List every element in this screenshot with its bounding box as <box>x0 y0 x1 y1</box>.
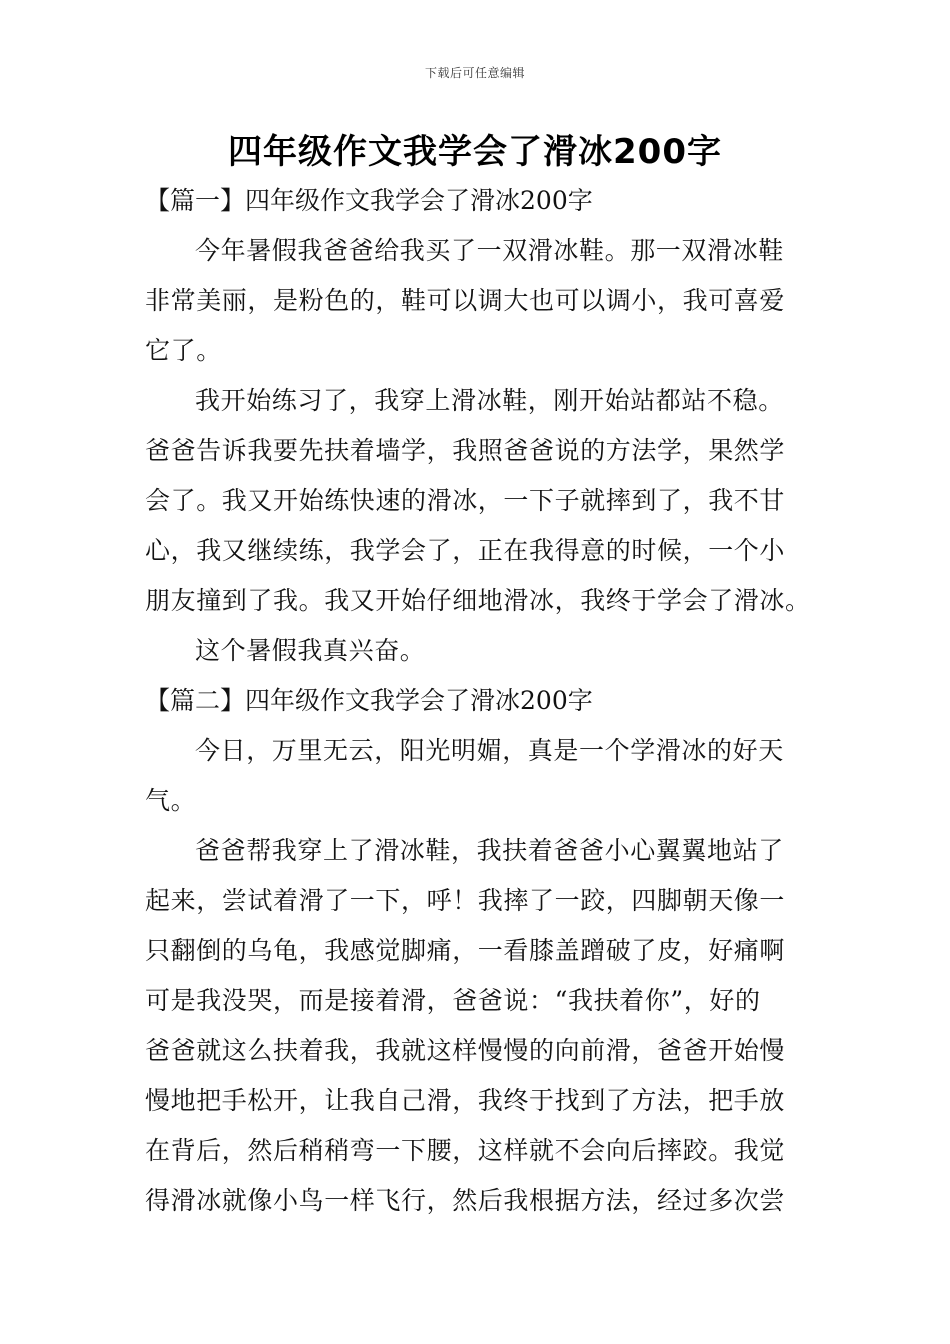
paragraph-line: 非常美丽，是粉色的，鞋可以调大也可以调小，我可喜爱 <box>145 286 786 315</box>
section-heading-2: 【篇二】四年级作文我学会了滑冰200字 <box>145 686 593 715</box>
paragraph-line: 它了。 <box>145 336 222 365</box>
paragraph-line: 心，我又继续练，我学会了，正在我得意的时候，一个小 <box>145 536 786 565</box>
paragraph-line: 在背后，然后稍稍弯一下腰，这样就不会向后摔跤。我觉 <box>145 1136 786 1165</box>
paragraph-line: 爸爸就这么扶着我，我就这样慢慢的向前滑，爸爸开始慢 <box>145 1036 786 1065</box>
paragraph-line: 可是我没哭，而是接着滑，爸爸说：“我扶着你”，好的 <box>145 986 761 1015</box>
paragraph-line: 起来，尝试着滑了一下，呼！我摔了一跤，四脚朝天像一 <box>145 886 786 915</box>
paragraph-line: 慢地把手松开，让我自己滑，我终于找到了方法，把手放 <box>145 1086 786 1115</box>
paragraph-line: 我开始练习了，我穿上滑冰鞋，刚开始站都站不稳。 <box>195 386 784 415</box>
paragraph-line: 会了。我又开始练快速的滑冰，一下子就摔到了，我不甘 <box>145 486 786 515</box>
paragraph-line: 气。 <box>145 786 197 815</box>
paragraph-line: 爸爸帮我穿上了滑冰鞋，我扶着爸爸小心翼翼地站了 <box>195 836 784 865</box>
paragraph-line: 今日，万里无云，阳光明媚，真是一个学滑冰的好天 <box>195 736 784 765</box>
paragraph-line: 爸爸告诉我要先扶着墙学，我照爸爸说的方法学，果然学 <box>145 436 786 465</box>
paragraph-line: 朋友撞到了我。我又开始仔细地滑冰，我终于学会了滑冰。 <box>145 586 811 615</box>
section-heading-1: 【篇一】四年级作文我学会了滑冰200字 <box>145 186 593 215</box>
paragraph-line: 得滑冰就像小鸟一样飞行，然后我根据方法，经过多次尝 <box>145 1186 786 1215</box>
paragraph-line: 只翻倒的乌龟，我感觉脚痛，一看膝盖蹭破了皮，好痛啊 <box>145 936 786 965</box>
paragraph-line: 今年暑假我爸爸给我买了一双滑冰鞋。那一双滑冰鞋 <box>195 236 784 265</box>
paragraph-line: 这个暑假我真兴奋。 <box>195 636 426 665</box>
header-note: 下载后可任意编辑 <box>424 66 525 80</box>
document-title: 四年级作文我学会了滑冰200字 <box>228 132 722 172</box>
essay-body <box>145 176 811 1226</box>
